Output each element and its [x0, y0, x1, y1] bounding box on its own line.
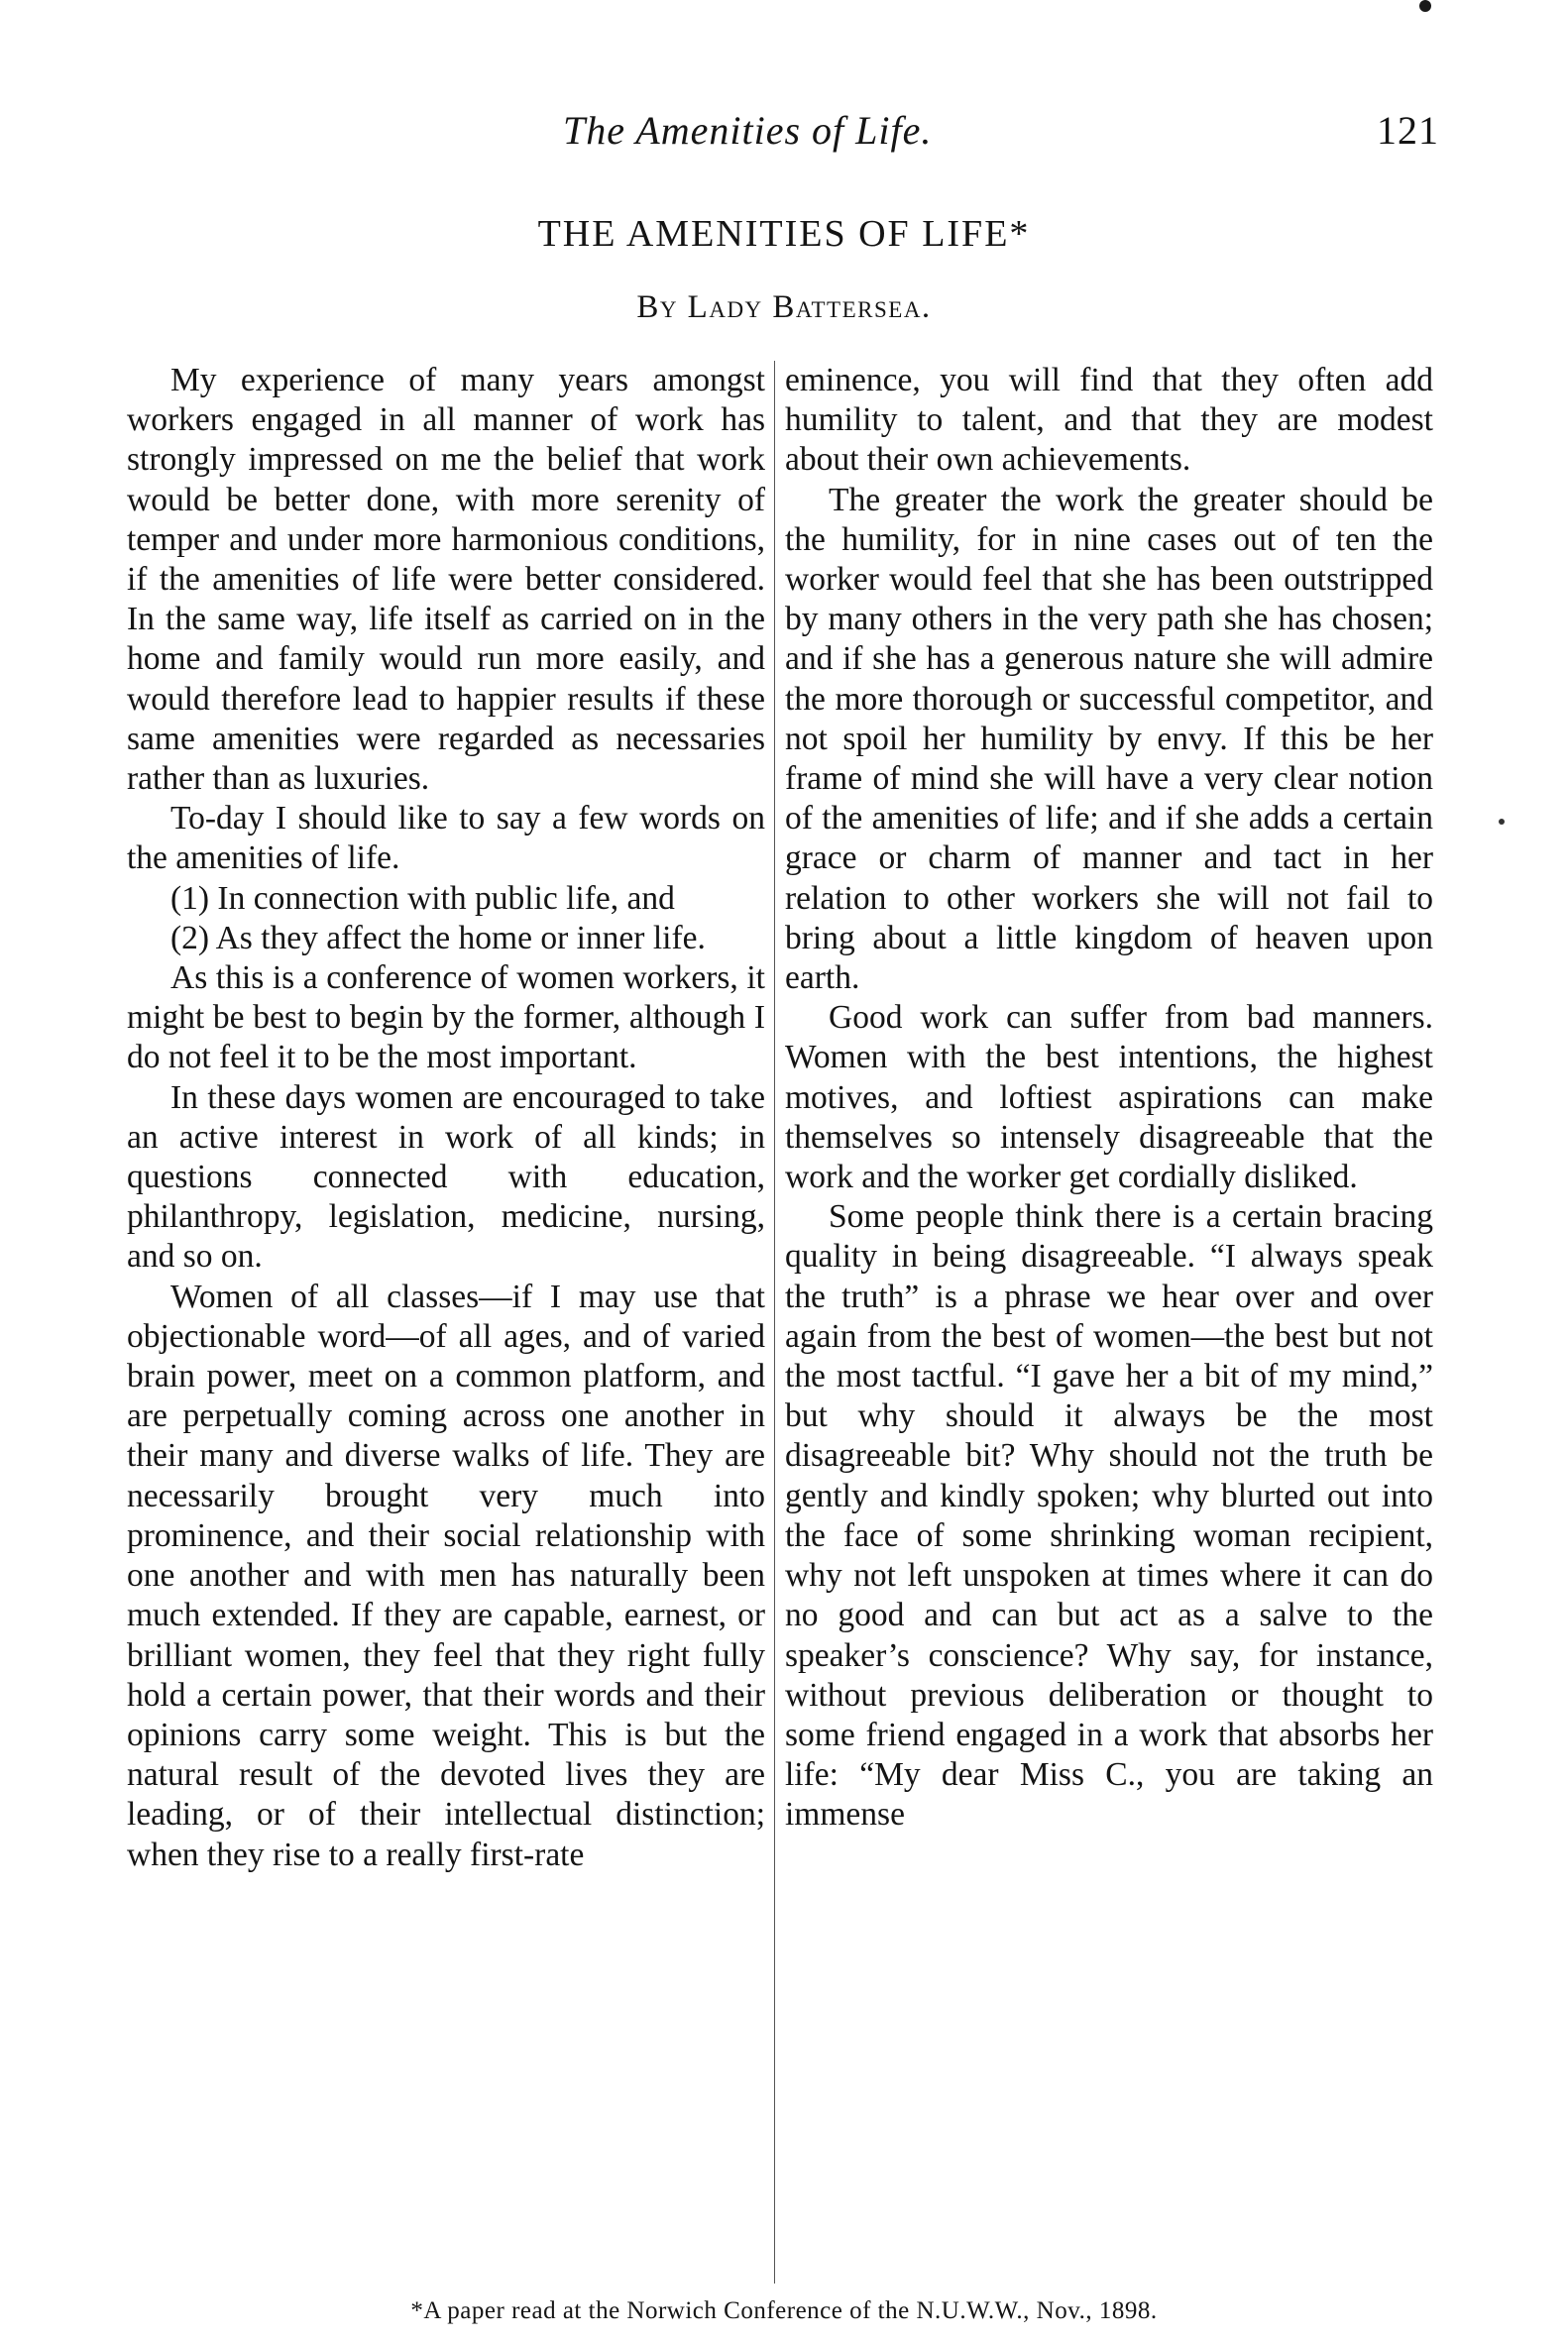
ink-dot — [1419, 0, 1431, 12]
footnote: *A paper read at the Norwich Conference of the N.U.W.W., Nov., 1898. — [410, 2297, 1158, 2324]
paragraph: eminence, you will find that they often add humility to talent, and that they are modest about their own achievements. — [785, 362, 1433, 479]
paragraph: In these days women are encouraged to take an active interest in work of all kinds; in questions connected with education, philanthropy, legislation, medicine, nursing, and so on. — [127, 1078, 765, 1276]
article-title: THE AMENITIES OF LIFE* — [537, 213, 1031, 255]
article-byline: By Lady Battersea. — [636, 289, 932, 325]
running-head — [0, 107, 1568, 157]
running-title: The Amenities of Life. — [563, 108, 933, 153]
paragraph: The greater the work the greater should be the humility, for in nine cases out of ten the worker would feel that she has been outstripped by many others in the very path she has chosen; and if she has a generous nature she will admire the more thorough or successful competitor, and not spoil her humility by envy. If this be her frame of mind she will have a very clear notion of the amenities of life; and if she adds a certain grace or charm of manner and tact in her relation to other workers she will not fail to bring about a little kingdom of heaven upon earth. — [785, 481, 1433, 997]
ink-speck — [1499, 819, 1505, 825]
left-column — [127, 361, 765, 1875]
paragraph: (1) In connection with public life, and — [170, 879, 675, 917]
paragraph: To-day I should like to say a few words on the amenities of life. — [127, 800, 765, 877]
paragraph: Some people think there is a certain bracing quality in being disagreeable. “I always speak the truth” is a phrase we hear over and over again from the best of women—the best but not the most tactful. “I gave her a bit of my mind,” but why should it always be the most disagreeable bit? Why should not the truth be gently and kindly spoken; why blurted out into the face of some shrinking woman recipient, why not left unspoken at times where it can do no good and can but act as a salve to the speaker’s conscience? Why say, for instance, without previous deliberation or thought to some friend engaged in a work that absorbs her life: “My dear Miss C., you are taking an immense — [785, 1198, 1433, 1834]
paragraph: As this is a conference of women workers, it might be best to begin by the former, although I do not feel it to be the most important. — [127, 959, 765, 1076]
paragraph: Good work can suffer from bad manners. Women with the best intentions, the highest motives, and loftiest aspirations can make themselves so intensely disagreeable that the work and the worker get cordially disliked. — [785, 999, 1433, 1196]
paragraph: Women of all classes—if I may use that objectionable word—of all ages, and of varied brain power, meet on a common platform, and are perpetually coming across one another in their many and diverse walks of life. They are necessarily brought very much into prominence, and their social relationship with one another and with men has naturally been much extended. If they are capable, earnest, or brilliant women, they feel that they right fully hold a certain power, that their words and their opinions carry some weight. This is but the natural result of the devoted lives they are leading, or of their intellectual distinction; when they rise to a really first-rate — [127, 1278, 765, 1873]
column-divider — [774, 361, 775, 2284]
paragraph: (2) As they affect the home or inner life. — [170, 919, 706, 956]
paragraph: My experience of many years amongst workers engaged in all manner of work has strongly impressed on me the belief that work would be better done, with more serenity of temper and under more harmonious conditions, if the amenities of life were better considered. In the same way, life itself as carried on in the home and family would run more easily, and would therefore lead to happier results if these same amenities were regarded as necessaries rather than as luxuries. — [127, 362, 765, 798]
page-number: 121 — [1377, 108, 1439, 153]
right-column — [785, 361, 1433, 1836]
